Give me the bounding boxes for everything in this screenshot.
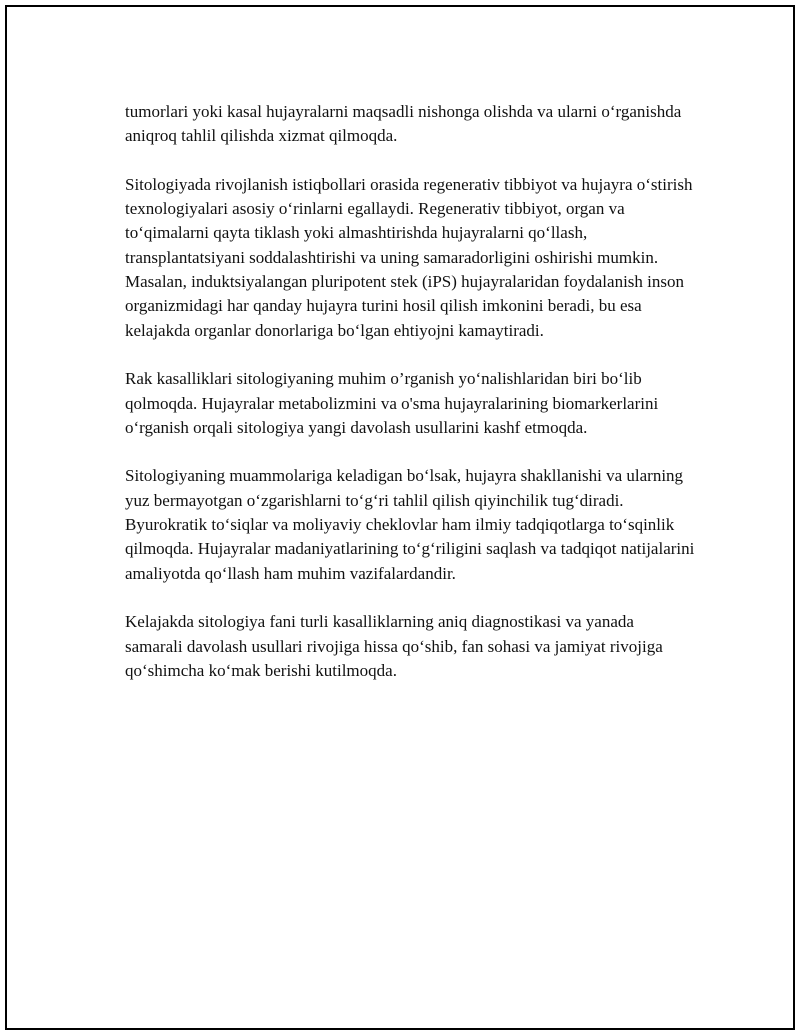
page-frame xyxy=(5,5,795,1030)
paragraph-1: tumorlari yoki kasal hujayralarni maqsadli nishonga olishda va ularni o‘rganishda aniqroq tahlil qilishda xizmat qilmoqda. xyxy=(125,102,682,146)
paragraph-4: Sitologiyaning muammolariga keladigan bo‘lsak, hujayra shakllanishi va ularning yuz bermayotgan o‘zgarishlarni to‘g‘ri tahlil qilish qiyinchilik tug‘diradi. Byurokratik to‘siqlar va moliyaviy cheklovlar ham ilmiy tadqiqotlarga to‘sqinlik qilmoqda. Hujayralar madaniyatlarining to‘g‘riligini saqlash va tadqiqot natijalarini amaliyotda qo‘llash ham muhim vazifalardandir. xyxy=(125,466,695,583)
paragraph-3: Rak kasalliklari sitologiyaning muhim o’rganish yo‘nalishlaridan biri bo‘lib qolmoqda. Hujayralar metabolizmini va o'sma hujayralarining biomarkerlarini o‘rganish orqali sitologiya yangi davolash usullarini kashf etmoqda. xyxy=(125,369,659,437)
document-body xyxy=(125,100,695,707)
paragraph-5: Kelajakda sitologiya fani turli kasalliklarning aniq diagnostikasi va yanada samarali davolash usullari rivojiga hissa qo‘shib, fan sohasi va jamiyat rivojiga qo‘shimcha ko‘mak berishi kutilmoqda. xyxy=(125,612,663,680)
paragraph-2: Sitologiyada rivojlanish istiqbollari orasida regenerativ tibbiyot va hujayra o‘stirish texnologiyalari asosiy o‘rinlarni egallaydi. Regenerativ tibbiyot, organ va to‘qimalarni qayta tiklash yoki almashtirishda hujayralarni qo‘llash, transplantatsiyani soddalashtirishi va uning samaradorligini oshirishi mumkin. Masalan, induktsiyalangan pluripotent stek (iPS) hujayralaridan foydalanish inson organizmidagi har qanday hujayra turini hosil qilish imkonini beradi, bu esa kelajakda organlar donorlariga bo‘lgan ehtiyojni kamaytiradi. xyxy=(125,174,693,340)
